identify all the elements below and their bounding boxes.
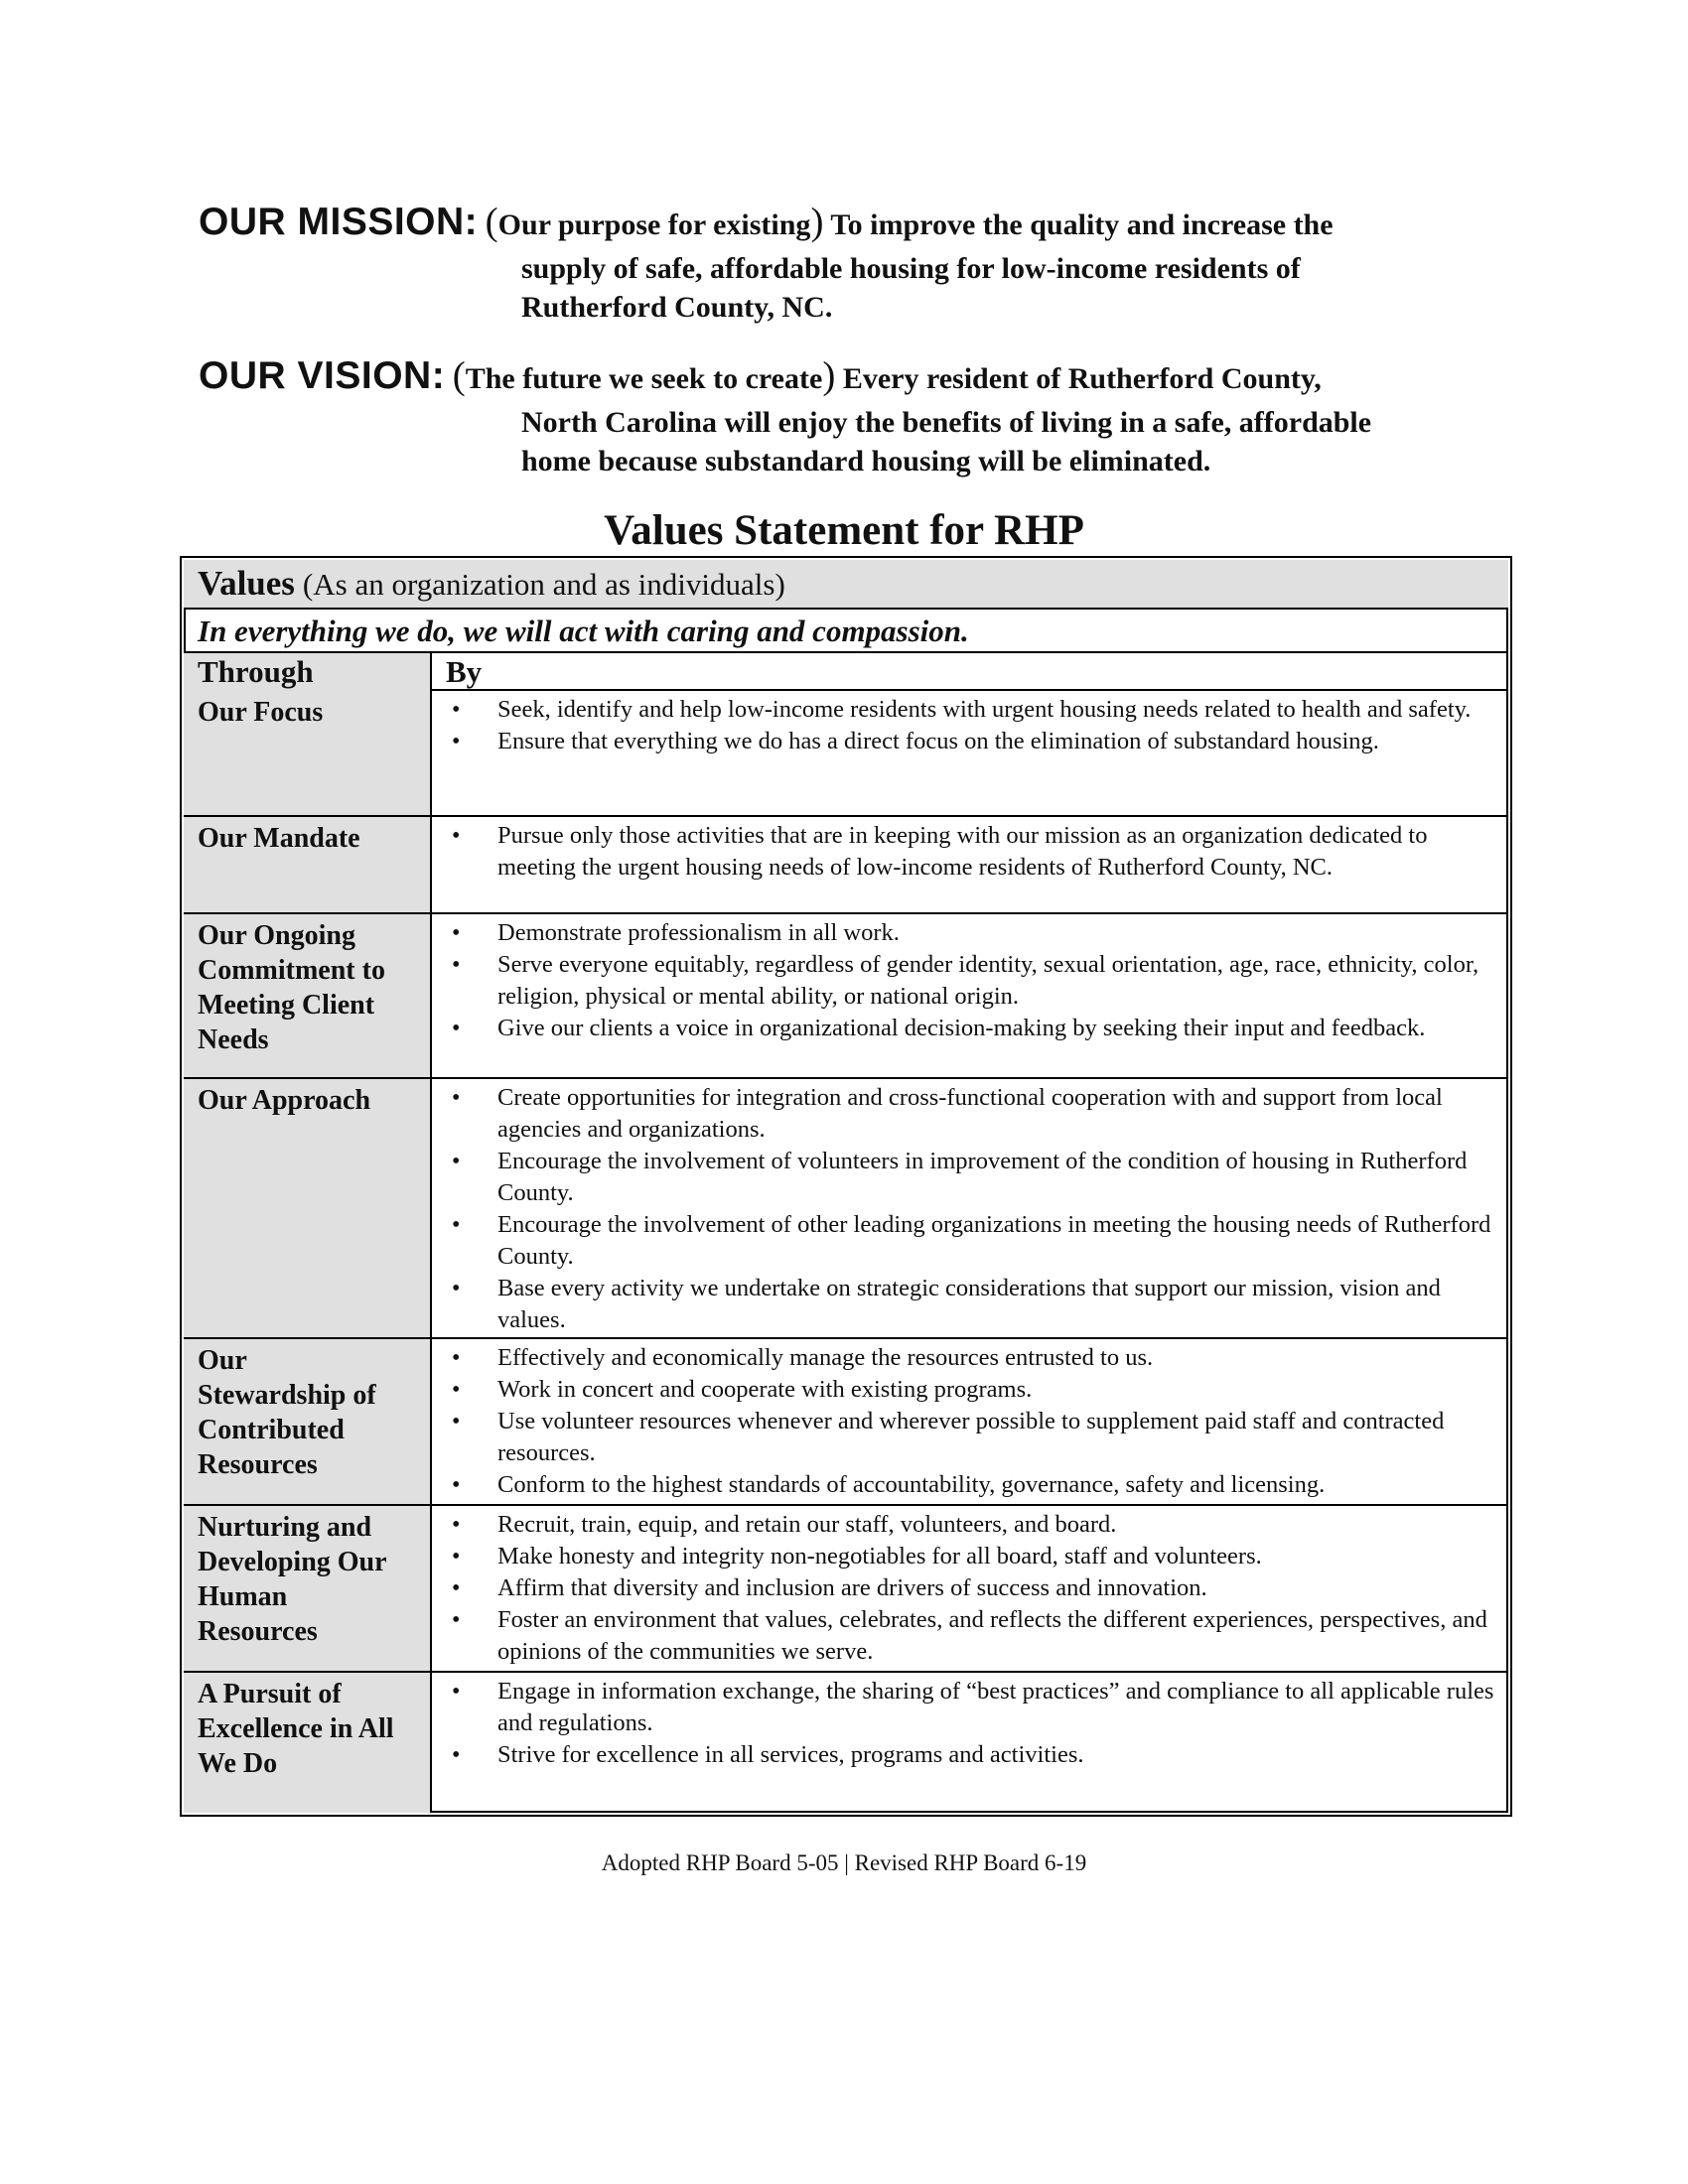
mission-text-line: Rutherford County, NC. [521, 291, 833, 324]
value-label-line: Our Focus [198, 697, 324, 728]
value-label-line: Contributed [198, 1415, 345, 1445]
mission-heading-line: OUR MISSION: (Our purpose for existing) To improve the quality and increase the [199, 201, 1334, 243]
value-row-focus [184, 691, 1508, 817]
value-label-line: Our Approach [198, 1085, 371, 1116]
value-label-line: Developing Our [198, 1547, 387, 1577]
mission-text-line: To improve the quality and increase the [830, 208, 1334, 241]
value-label [184, 691, 432, 815]
value-label [184, 914, 432, 1077]
value-label-line: Meeting Client [198, 990, 375, 1021]
vision-label: OUR VISION: [199, 354, 446, 397]
value-label-line: Our Mandate [198, 823, 360, 854]
value-label [184, 1673, 432, 1813]
value-item: • Foster an environment that values, celebrates, and reflects the different experiences, perspectives, and opinions of the communities we serve. [432, 1604, 1508, 1668]
value-label-line: Our [198, 1345, 247, 1376]
value-item: • Ensure that everything we do has a direct focus on the elimination of substandard housing. [432, 726, 1508, 757]
value-item: • Strive for excellence in all services, programs and activities. [432, 1739, 1508, 1771]
value-item: • Engage in information exchange, the sharing of “best practices” and compliance to all applicable rules and regulations. [432, 1676, 1508, 1739]
value-item: • Serve everyone equitably, regardless of gender identity, sexual orientation, age, race, ethnicity, color, religion, physical or mental ability, or national origin. [432, 949, 1508, 1013]
value-item: • Create opportunities for integration and cross-functional cooperation with and support from local agencies and organizations. [432, 1082, 1508, 1146]
value-items-list [432, 1509, 1508, 1668]
value-item: • Make honesty and integrity non-negotiables for all board, staff and volunteers. [432, 1541, 1508, 1572]
value-label-line: Needs [198, 1024, 269, 1055]
vision-heading-line: OUR VISION: (The future we seek to create) Every resident of Rutherford County, [199, 354, 1322, 397]
value-items-list [432, 1676, 1508, 1771]
value-label-line: A Pursuit of [198, 1679, 342, 1709]
value-item: • Pursue only those activities that are in keeping with our mission as an organization dedicated to meeting the urgent housing needs of low-income residents of Rutherford County, NC. [432, 820, 1508, 884]
footer-note: Adopted RHP Board 5-05 | Revised RHP Board 6-19 [601, 1850, 1087, 1875]
value-label-line: Stewardship of [198, 1380, 376, 1411]
vision-text-line: home because substandard housing will be eliminated. [521, 445, 1211, 478]
value-item: • Conform to the highest standards of accountability, governance, safety and licensing. [432, 1469, 1508, 1501]
values-header-sub: (As an organization and as individuals) [302, 567, 785, 602]
value-items-list [432, 917, 1508, 1044]
value-row-approach [184, 1079, 1508, 1339]
values-header [184, 560, 1508, 610]
value-label [184, 1079, 432, 1337]
column-header-by: By [446, 654, 483, 689]
column-headers [184, 653, 1508, 691]
mission-statement [199, 199, 1489, 327]
value-item: • Use volunteer resources whenever and wherever possible to supplement paid staff and contracted resources. [432, 1406, 1508, 1469]
vision-statement [199, 352, 1489, 480]
value-items-list [432, 1082, 1508, 1336]
value-label-line: Our Ongoing [198, 920, 355, 951]
value-items-list [432, 1342, 1508, 1501]
vision-text-line: North Carolina will enjoy the benefits of living in a safe, affordable [521, 406, 1372, 439]
value-item: • Seek, identify and help low-income residents with urgent housing needs related to health and safety. [432, 694, 1508, 726]
values-intro: In everything we do, we will act with caring and compassion. [184, 610, 1508, 653]
value-item: • Base every activity we undertake on strategic considerations that support our mission, vision and values. [432, 1273, 1508, 1336]
mission-subtitle: Our purpose for existing [497, 208, 811, 241]
value-row-mandate [184, 817, 1508, 914]
value-label-line: Resources [198, 1616, 318, 1647]
column-header-through: Through [184, 653, 432, 691]
values-header-label: Values [198, 564, 295, 603]
value-label [184, 817, 432, 912]
mission-text-line: supply of safe, affordable housing for low-income residents of [521, 252, 1301, 285]
value-row-excellence [184, 1673, 1508, 1813]
value-item: • Encourage the involvement of other leading organizations in meeting the housing needs of Rutherford County. [432, 1209, 1508, 1273]
mission-label: OUR MISSION: [199, 201, 479, 243]
value-item: • Work in concert and cooperate with existing programs. [432, 1374, 1508, 1406]
value-items-list [432, 820, 1508, 884]
value-item: • Recruit, train, equip, and retain our staff, volunteers, and board. [432, 1509, 1508, 1541]
value-label-line: Human [198, 1581, 288, 1612]
vision-subtitle: The future we seek to create [465, 362, 823, 395]
value-label-line: Resources [198, 1449, 318, 1480]
value-row-human-resources [184, 1506, 1508, 1673]
vision-text-line: Every resident of Rutherford County, [842, 362, 1322, 395]
value-row-stewardship [184, 1339, 1508, 1506]
value-label-line: We Do [198, 1748, 278, 1779]
value-row-commitment [184, 914, 1508, 1079]
value-label-line: Excellence in All [198, 1713, 394, 1744]
value-label-line: Commitment to [198, 955, 385, 986]
value-item: • Demonstrate professionalism in all work. [432, 917, 1508, 949]
value-items-list [432, 694, 1508, 757]
value-item: • Effectively and economically manage the resources entrusted to us. [432, 1342, 1508, 1374]
value-item: • Affirm that diversity and inclusion are drivers of success and innovation. [432, 1572, 1508, 1604]
value-label [184, 1339, 432, 1504]
value-label [184, 1506, 432, 1671]
values-title: Values Statement for RHP [604, 507, 1084, 554]
value-item: • Give our clients a voice in organizational decision-making by seeking their input and feedback. [432, 1013, 1508, 1044]
value-item: • Encourage the involvement of volunteers in improvement of the condition of housing in Rutherford County. [432, 1146, 1508, 1209]
value-label-line: Nurturing and [198, 1512, 372, 1543]
